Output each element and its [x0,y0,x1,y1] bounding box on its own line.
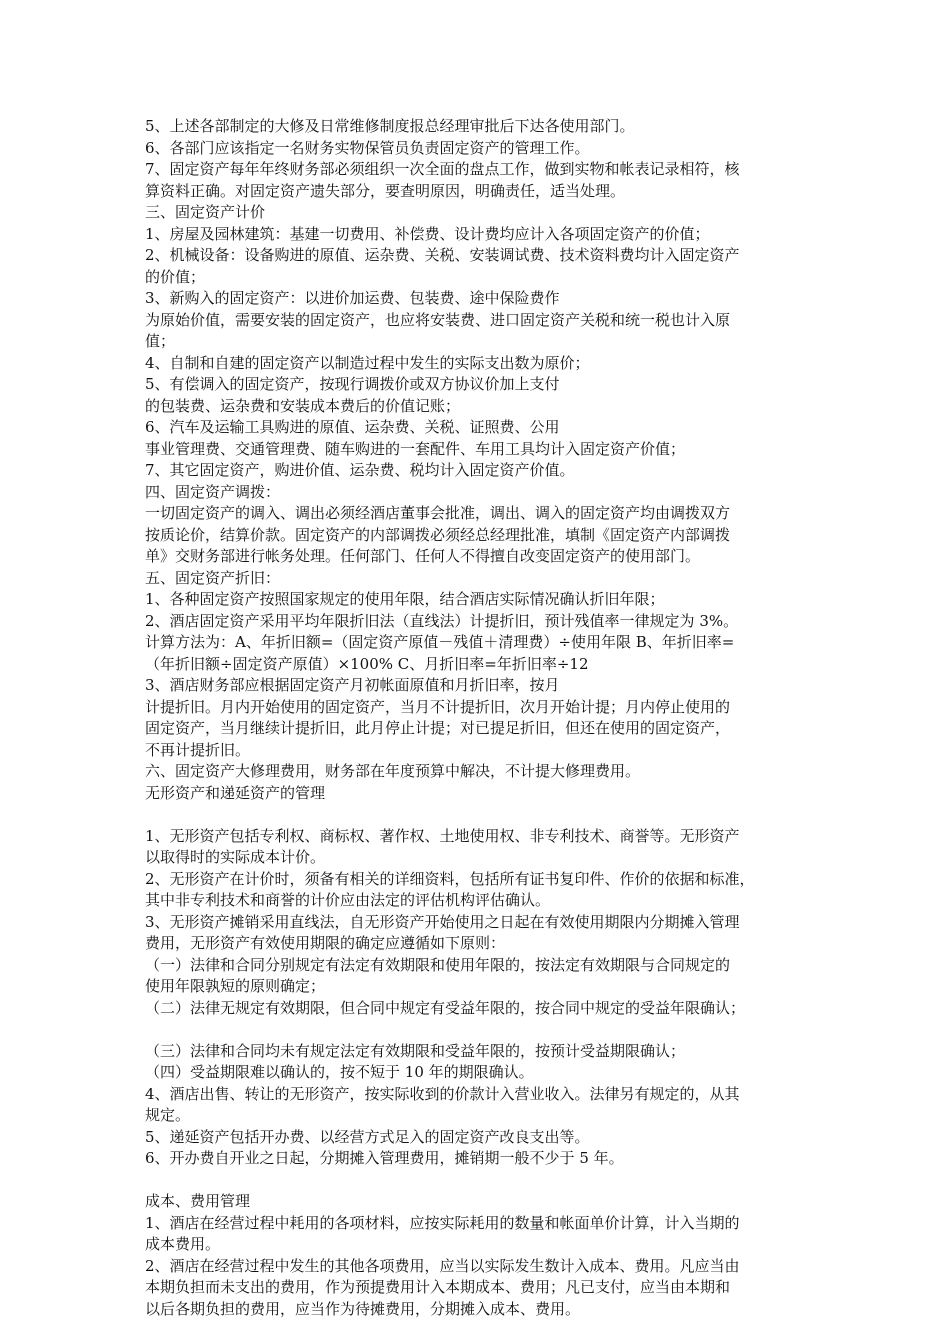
text-line: 4、酒店出售、转让的无形资产，按实际收到的价款计入营业收入。法律另有规定的，从其 [145,1084,740,1103]
text-line: （三）法律和合同均未有规定法定有效期限和受益年限的，按预计受益期限确认； [145,1041,686,1060]
blank-line [145,1170,815,1192]
text-line: 2、无形资产在计价时，须备有相关的详细资料，包括所有证书复印件、作价的依据和标准， [145,869,755,888]
text-line: 2、酒店固定资产采用平均年限折旧法（直线法）计提折旧，预计残值率一律规定为 3%。 [145,611,739,630]
text-line: 成本、费用管理 [145,1192,251,1210]
text-line: 的包装费、运杂费和安装成本费后的价值记账； [145,396,461,415]
text-line: 5、有偿调入的固定资产，按现行调拨价或双方协议价加上支付 [145,375,560,393]
text-line: （一）法律和合同分别规定有法定有效期限和使用年限的，按法定有效期限与合同规定的 [145,955,731,974]
text-line: 本期负担而未支出的费用，作为预提费用计入本期成本、费用；凡已支付，应当由本期和 [145,1278,731,1296]
text-line: 2、机械设备：设备购进的原值、运杂费、关税、安装调试费、技术资料费均计入固定资产 [145,246,740,264]
text-line: 为原始价值，需要安装的固定资产，也应将安装费、进口固定资产关税和统一税也计入原 [145,310,731,329]
text-line: 使用年限孰短的原则确定； [145,977,326,995]
text-line: 计算方法为：A、年折旧额=（固定资产原值－残值＋清理费）÷使用年限 B、年折旧率= [145,633,735,651]
text-line: 以取得时的实际成本计价。 [145,848,326,866]
text-line: （二）法律无规定有效期限，但合同中规定有受益年限的，按合同中规定的受益年限确认； [145,998,746,1017]
text-line: 5、递延资产包括开办费、以经营方式足入的固定资产改良支出等。 [145,1127,590,1146]
text-line: 1、各种固定资产按照国家规定的使用年限，结合酒店实际情况确认折旧年限； [145,590,665,608]
text-line: 事业管理费、交通管理费、随车购进的一套配件、车用工具均计入固定资产价值； [145,439,686,458]
text-line: 其中非专利技术和商誉的计价应由法定的评估机构评估确认。 [145,891,551,909]
text-line: 4、自制和自建的固定资产以制造过程中发生的实际支出数为原价； [145,353,590,372]
text-line: 无形资产和递延资产的管理 [145,783,326,802]
text-line: 7、固定资产每年年终财务部必须组织一次全面的盘点工作，做到实物和帐表记录相符，核 [145,160,740,178]
text-line: 5、上述各部制定的大修及日常维修制度报总经理审批后下达各使用部门。 [145,117,635,135]
text-line: （四）受益期限难以确认的，按不短于 10 年的期限确认。 [145,1063,534,1081]
text-line: 6、汽车及运输工具购进的原值、运杂费、关税、证照费、公用 [145,418,560,436]
text-line: 3、酒店财务部应根据固定资产月初帐面原值和月折旧率，按月 [145,676,560,694]
text-line: 算资料正确。对固定资产遗失部分，要查明原因，明确责任，适当处理。 [145,181,626,200]
text-line: 6、各部门应该指定一名财务实物保管员负责固定资产的管理工作。 [145,138,590,157]
text-line: 的价值； [145,267,206,286]
text-line: 一切固定资产的调入、调出必须经酒店董事会批准，调出、调入的固定资产均由调拨双方 [145,504,731,522]
text-line: 单》交财务部进行帐务处理。任何部门、任何人不得擅自改变固定资产的使用部门。 [145,547,701,565]
text-line: 值； [145,332,176,350]
text-line: 1、无形资产包括专利权、商标权、著作权、土地使用权、非专利技术、商誉等。无形资产 [145,826,740,845]
text-line: （年折旧额÷固定资产原值）×100% C、月折旧率=年折旧率÷12 [145,654,589,673]
text-line: 2、酒店在经营过程中发生的其他各项费用，应当以实际发生数计入成本、费用。凡应当由 [145,1256,740,1275]
text-line: 五、固定资产折旧： [145,568,281,587]
text-line: 成本费用。 [145,1235,221,1253]
text-line: 计提折旧。月内开始使用的固定资产，当月不计提折旧，次月开始计提；月内停止使用的 [145,697,731,716]
document-page [145,116,815,1320]
text-line: 按质论价，结算价款。固定资产的内部调拨必须经总经理批准，填制《固定资产内部调拨 [145,525,731,544]
text-line: 固定资产，当月继续计提折旧，此月停止计提；对已提足折旧，但还在使用的固定资产， [145,719,731,737]
text-line: 六、固定资产大修理费用，财务部在年度预算中解决，不计提大修理费用。 [145,762,641,780]
text-line: 以后各期负担的费用，应当作为待摊费用，分期摊入成本、费用。 [145,1299,581,1318]
text-line: 1、酒店在经营过程中耗用的各项材料，应按实际耗用的数量和帐面单价计算，计入当期的 [145,1213,740,1232]
text-line: 四、固定资产调拨： [145,482,281,501]
text-line: 7、其它固定资产，购进价值、运杂费、税均计入固定资产价值。 [145,461,575,479]
blank-line [145,1019,815,1041]
text-line: 1、房屋及园林建筑：基建一切费用、补偿费、设计费均应计入各项固定资产的价值； [145,224,710,243]
text-line: 6、开办费自开业之日起，分期摊入管理费用，摊销期一般不少于 5 年。 [145,1149,624,1167]
blank-line [145,804,815,826]
text-line: 费用，无形资产有效使用期限的确定应遵循如下原则： [145,934,506,952]
text-line: 不再计提折旧。 [145,740,251,759]
text-line: 3、无形资产摊销采用直线法，自无形资产开始使用之日起在有效使用期限内分期摊入管理 [145,912,740,931]
text-line: 三、固定资产计价 [145,203,266,221]
text-line: 3、新购入的固定资产：以进价加运费、包装费、途中保险费作 [145,289,560,307]
text-line: 规定。 [145,1106,191,1124]
